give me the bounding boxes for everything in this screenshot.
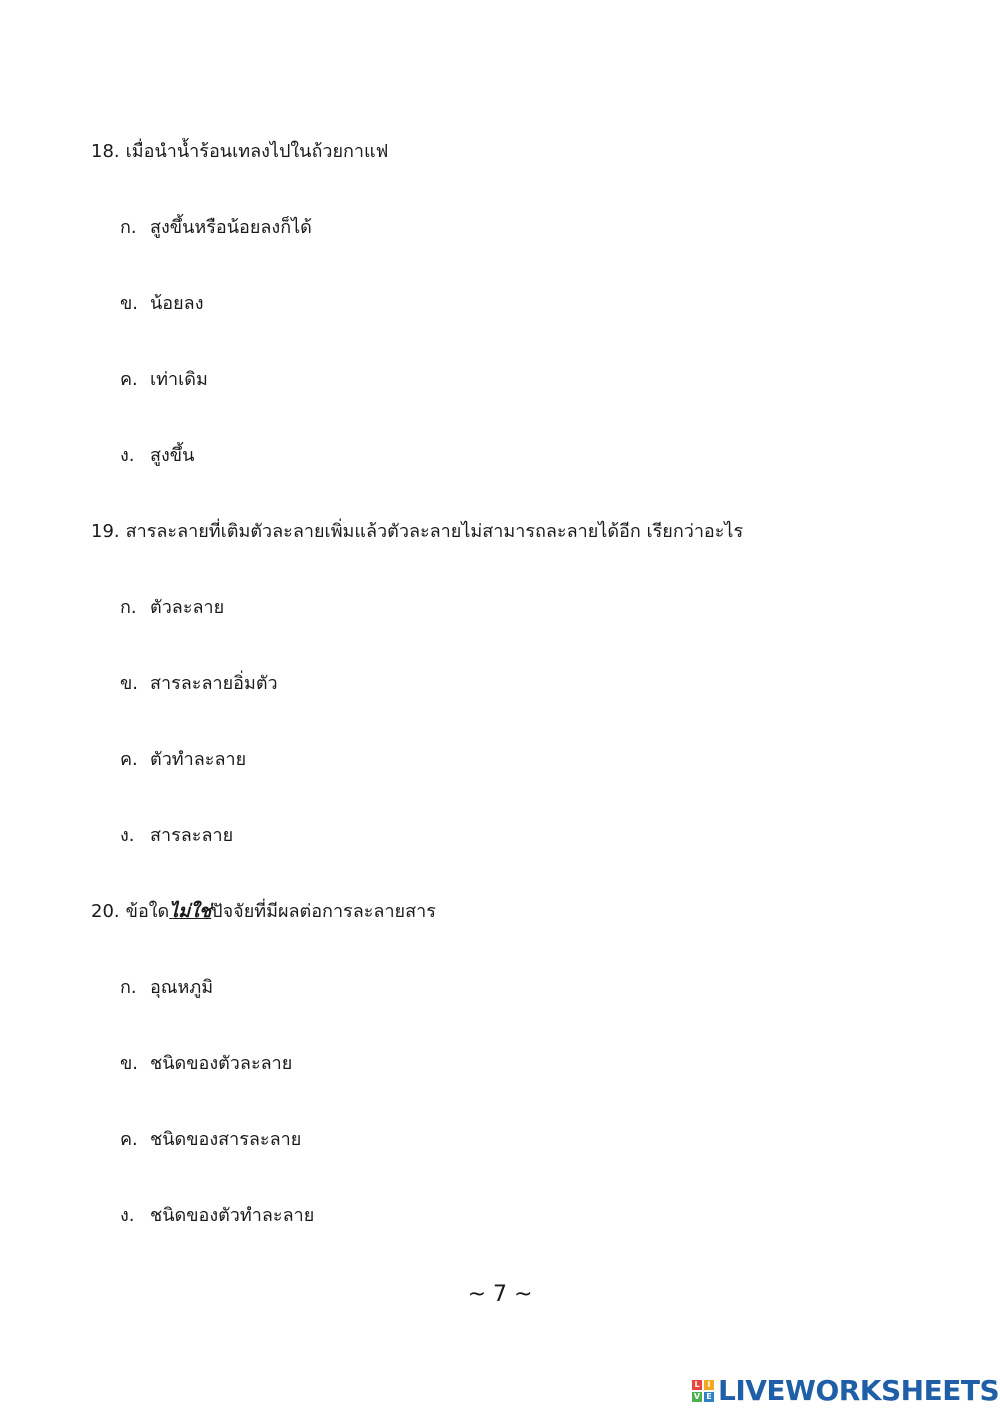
option-19-d[interactable] — [120, 824, 233, 848]
logo-mark-letter: L — [692, 1380, 702, 1390]
question-text: เมื่อนำน้ำร้อนเทลงไปในถ้วยกาแฟ — [125, 141, 389, 162]
option-20-c[interactable] — [120, 1128, 301, 1152]
question-text-before: ข้อใด — [125, 901, 170, 922]
option-text: น้อยลง — [150, 293, 204, 314]
option-18-d[interactable] — [120, 444, 194, 468]
option-text: ตัวทำละลาย — [150, 749, 247, 770]
option-text: ชนิดของตัวละลาย — [150, 1053, 293, 1074]
option-letter: ก. — [120, 217, 137, 238]
option-text: สูงขึ้น — [150, 445, 195, 466]
option-18-b[interactable] — [120, 292, 203, 316]
option-text: ตัวละลาย — [150, 597, 225, 618]
option-text: อุณหภูมิ — [150, 977, 214, 998]
option-letter: ค. — [120, 369, 138, 390]
option-20-d[interactable] — [120, 1204, 314, 1228]
question-number: 18. — [91, 141, 120, 162]
option-letter: ก. — [120, 597, 137, 618]
question-number: 19. — [91, 521, 120, 542]
option-18-a[interactable] — [120, 216, 312, 240]
logo-mark-letter: I — [704, 1380, 714, 1390]
option-letter: ข. — [120, 673, 139, 694]
option-text: สารละลาย — [150, 825, 234, 846]
logo-text: LIVEWORKSHEETS — [718, 1374, 1000, 1407]
option-19-b[interactable] — [120, 672, 278, 696]
option-letter: ค. — [120, 749, 138, 770]
question-number: 20. — [91, 901, 120, 922]
option-letter: ค. — [120, 1129, 138, 1150]
option-text: เท่าเดิม — [150, 369, 208, 390]
question-text: สารละลายที่เติมตัวละลายเพิ่มแล้วตัวละลายไม่สามารถละลายได้อีก เรียกว่าอะไร — [125, 521, 744, 542]
option-18-c[interactable] — [120, 368, 208, 392]
option-letter: ง. — [120, 1205, 135, 1226]
question-text-after: ปัจจัยที่มีผลต่อการละลายสาร — [211, 901, 436, 922]
option-text: สูงขึ้นหรือน้อยลงก็ได้ — [150, 217, 312, 238]
question-emphasis: ไม่ใช่ — [169, 901, 212, 922]
logo-mark-letter: E — [704, 1392, 714, 1402]
option-letter: ข. — [120, 1053, 139, 1074]
option-20-a[interactable] — [120, 976, 213, 1000]
question-20 — [91, 900, 436, 924]
question-19 — [91, 520, 743, 544]
question-18 — [91, 140, 388, 164]
option-text: ชนิดของสารละลาย — [150, 1129, 302, 1150]
option-text: ชนิดของตัวทำละลาย — [150, 1205, 315, 1226]
logo-mark-icon — [692, 1380, 714, 1402]
option-19-a[interactable] — [120, 596, 224, 620]
liveworksheets-logo — [692, 1375, 999, 1407]
page-number: ~ 7 ~ — [467, 1282, 533, 1307]
logo-mark-letter: V — [693, 1392, 701, 1401]
option-19-c[interactable] — [120, 748, 246, 772]
option-letter: ง. — [120, 445, 135, 466]
option-20-b[interactable] — [120, 1052, 292, 1076]
option-letter: ข. — [120, 293, 139, 314]
option-letter: ง. — [120, 825, 135, 846]
option-letter: ก. — [120, 977, 137, 998]
option-text: สารละลายอิ่มตัว — [150, 673, 278, 694]
